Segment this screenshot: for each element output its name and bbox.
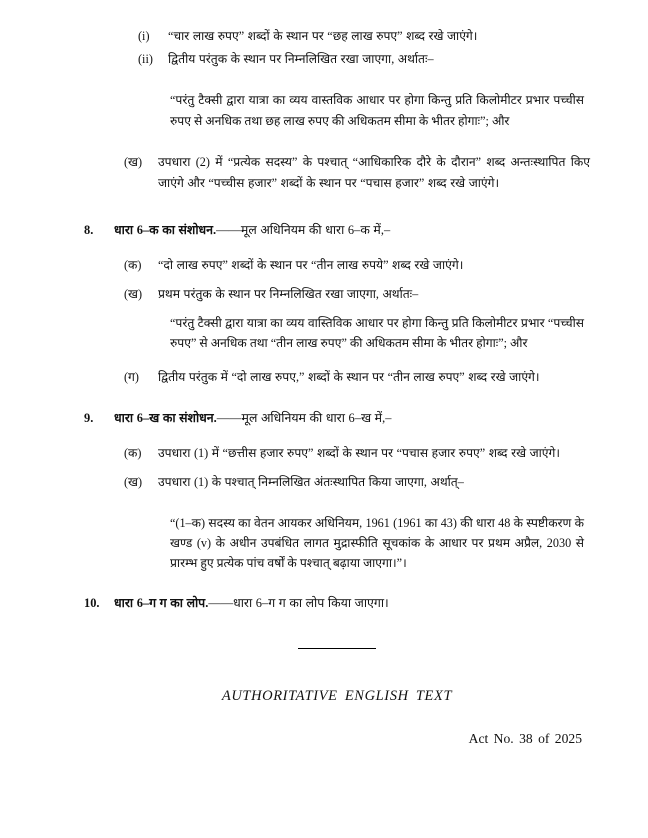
clause-kha-top bbox=[124, 152, 590, 194]
clause-marker: (क) bbox=[124, 446, 142, 460]
section-heading-8 bbox=[84, 220, 590, 241]
spacer bbox=[84, 573, 590, 593]
section-title-line bbox=[114, 593, 590, 614]
section-heading-9 bbox=[84, 408, 590, 429]
section-divider-wrap bbox=[84, 636, 590, 654]
section-title: धारा 6–ग ग का लोप. bbox=[114, 596, 209, 610]
section-8-clause-kha bbox=[124, 284, 590, 305]
item-marker: (i) bbox=[138, 29, 150, 43]
clause-text: द्वितीय परंतुक में “दो लाख रुपए,” शब्दों के स्थान पर “तीन लाख रुपए” शब्द रखे जाएंगे। bbox=[158, 370, 540, 384]
clause-marker: (ख) bbox=[124, 287, 143, 301]
spacer bbox=[84, 353, 590, 367]
section-9-clause-kha bbox=[124, 472, 590, 493]
section-number: 8. bbox=[84, 223, 94, 237]
section-8-clause-ga bbox=[124, 367, 590, 388]
section-lead: ——मूल अधिनियम की धारा 6–ख में,– bbox=[216, 411, 392, 425]
item-text: “चार लाख रुपए” शब्दों के स्थान पर “छह लाख रुपए” शब्द रखे जाएंगे। bbox=[168, 29, 478, 43]
section-title: धारा 6–ख का संशोधन. bbox=[114, 411, 217, 425]
section-8-proviso-quote: “परंतु टैक्सी द्वारा यात्रा का व्यय वास्तिविक आधार पर होगा किन्तु प्रति किलोमीटर प्रभार “पच्चीस रुपए” से अनधिक तथा “तीन लाख रुपए” की अधिकतम सीमा के भीतर होगाः”; और bbox=[170, 316, 584, 350]
section-heading-10 bbox=[84, 593, 590, 614]
list-item-roman-i bbox=[138, 26, 590, 47]
section-title-line bbox=[114, 220, 590, 241]
item-marker: (ii) bbox=[138, 52, 153, 66]
section-8-clause-ka bbox=[124, 255, 590, 276]
section-9-clause-ka bbox=[124, 443, 590, 464]
clause-text: उपधारा (2) में “प्रत्येक सदस्य” के पश्चात् “आधिकारिक दौरे के दौरान” शब्द अन्तःस्थापित किए जाएंगे और “पच्चीस हजार” शब्दों के स्थान पर “पचास हजार” शब्द रखे जाएंगे। bbox=[158, 155, 590, 190]
clause-marker: (ख) bbox=[124, 475, 143, 489]
clause-text: उपधारा (1) के पश्चात् निम्नलिखित अंतःस्थापित किया जाएगा, अर्थात्– bbox=[158, 475, 464, 489]
act-number: Act No. 38 of 2025 bbox=[468, 731, 582, 746]
spacer bbox=[84, 305, 590, 313]
spacer bbox=[84, 464, 590, 472]
section-9-inserted-quote: “(1–क) सदस्य का वेतन आयकर अधिनियम, 1961 (1961 का 43) की धारा 48 के स्पष्टीकरण के खण्ड (v) के अधीन उपबंधित लागत मुद्रास्फीति सूचकांक के आधार पर प्रथम अप्रैल, 2030 से प्रारम्भ हुए प्रत्येक पांच वर्षों के पश्चात् बढ़ाया जाएगा।”। bbox=[170, 516, 584, 570]
section-number: 9. bbox=[84, 411, 94, 425]
spacer bbox=[84, 132, 590, 152]
clause-text: “दो लाख रुपए” शब्दों के स्थान पर “तीन लाख रुपये” शब्द रखे जाएंगे। bbox=[158, 258, 464, 272]
clause-text: उपधारा (1) में “छत्तीस हजार रुपए” शब्दों के स्थान पर “पचास हजार रुपए” शब्द रखे जाएंगे। bbox=[158, 446, 560, 460]
clause-marker: (ग) bbox=[124, 370, 139, 384]
section-lead: ——मूल अधिनियम की धारा 6–क में,– bbox=[216, 223, 391, 237]
section-lead: ——धारा 6–ग ग का लोप किया जाएगा। bbox=[208, 596, 389, 610]
horizontal-rule bbox=[298, 648, 376, 649]
spacer bbox=[84, 493, 590, 513]
spacer bbox=[84, 241, 590, 255]
list-item-roman-ii bbox=[138, 49, 590, 70]
spacer bbox=[84, 70, 590, 90]
spacer bbox=[84, 388, 590, 408]
spacer bbox=[84, 429, 590, 443]
spacer bbox=[84, 194, 590, 220]
spacer bbox=[84, 276, 590, 284]
clause-marker: (ख) bbox=[124, 155, 143, 169]
section-title: धारा 6–क का संशोधन. bbox=[114, 223, 217, 237]
proviso-paragraph-top: “परंतु टैक्सी द्वारा यात्रा का व्यय वास्तविक आधार पर होगा किन्तु प्रति किलोमीटर प्रभार पच्चीस रुपए से अनधिक तथा छह लाख रुपए की अधिकतम सीमा के भीतर होगाः”; और bbox=[170, 93, 584, 128]
clause-marker: (क) bbox=[124, 258, 142, 272]
item-text: द्वितीय परंतुक के स्थान पर निम्नलिखित रखा जाएगा, अर्थातः– bbox=[168, 52, 434, 66]
section-number: 10. bbox=[84, 596, 100, 610]
authoritative-english-text-title: AUTHORITATIVE ENGLISH TEXT bbox=[221, 688, 453, 704]
section-title-line bbox=[114, 408, 590, 429]
clause-text: प्रथम परंतुक के स्थान पर निम्नलिखित रखा जाएगा, अर्थातः– bbox=[158, 287, 419, 301]
